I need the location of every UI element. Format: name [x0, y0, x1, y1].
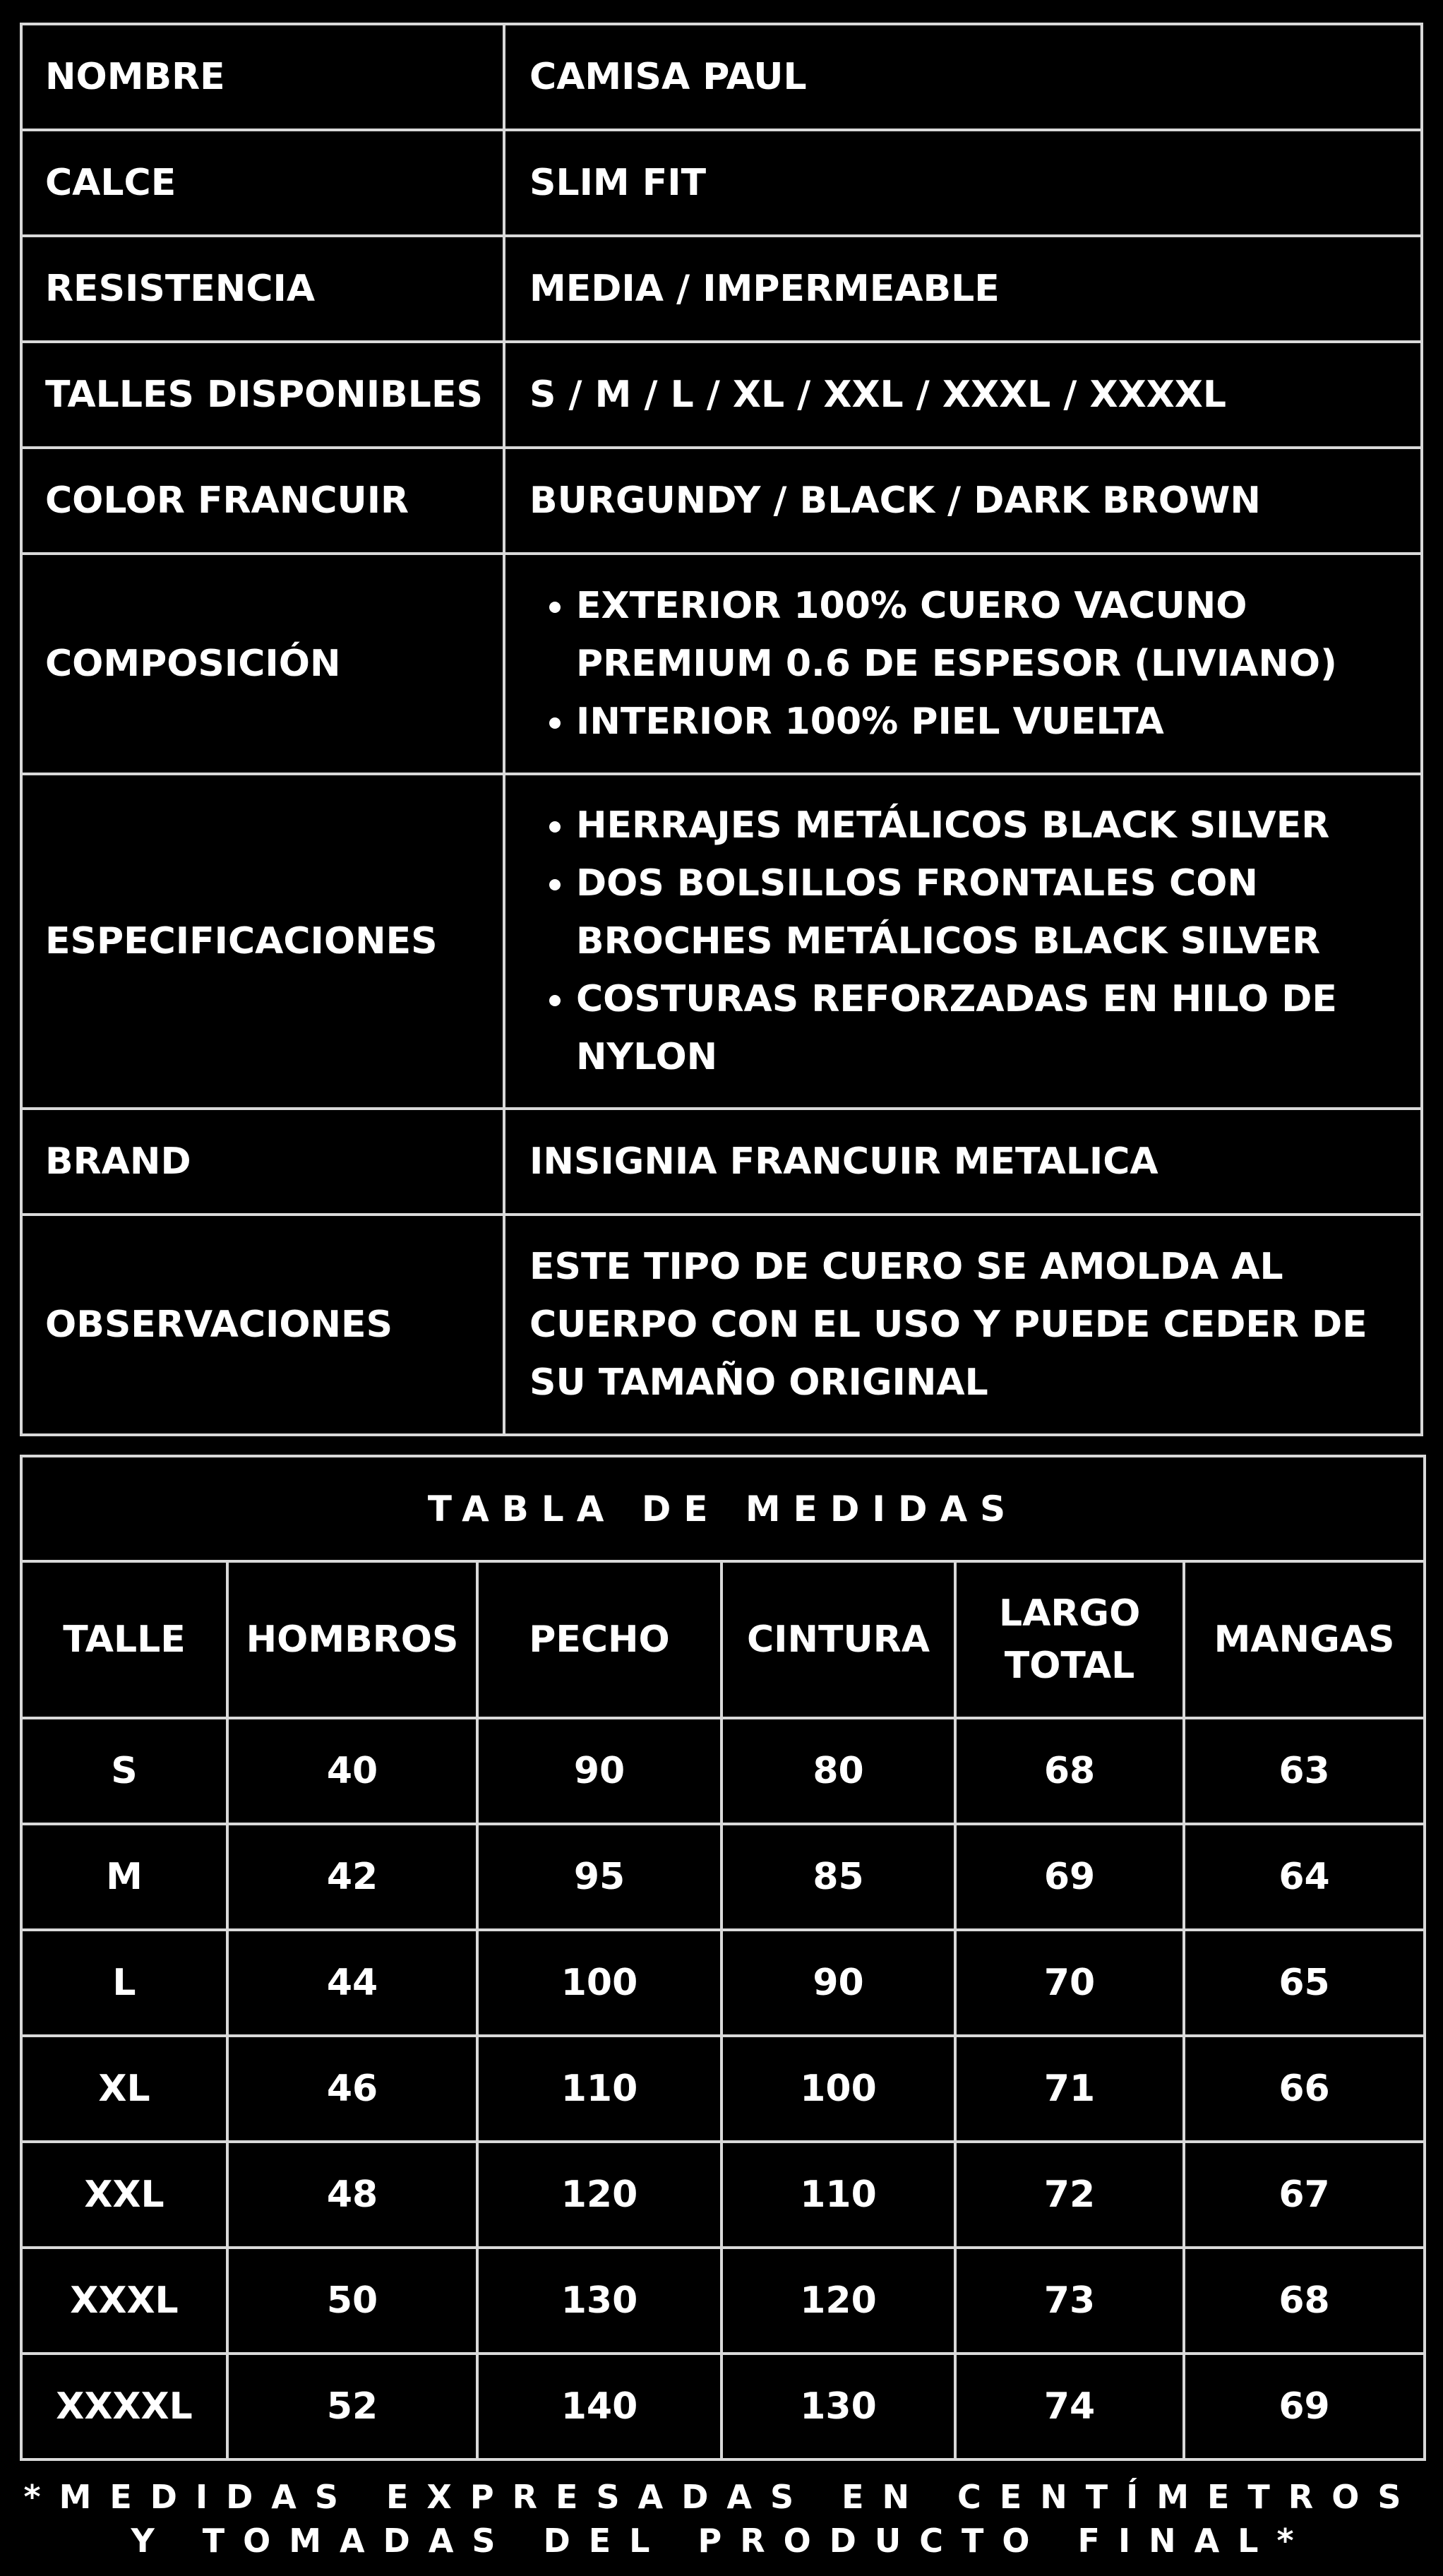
table-cell: XXL [21, 2142, 227, 2248]
table-cell: 140 [477, 2354, 722, 2459]
table-cell: 46 [227, 2036, 477, 2142]
measurement-footnote: *MEDIDAS EXPRESADAS EN CENTÍMETROS Y TOMADAS DEL PRODUCTO FINAL* [23, 2478, 1420, 2560]
size-chart-table [20, 1455, 1426, 2461]
table-row [21, 2354, 1425, 2459]
composition-list [505, 577, 1399, 751]
table-cell: 69 [955, 1824, 1184, 1930]
table-cell: 120 [722, 2248, 955, 2354]
list-item: • DOS BOLSILLOS FRONTALES CON BROCHES METÁLICOS BLACK SILVER [576, 854, 1399, 970]
table-cell: 63 [1184, 1718, 1425, 1824]
table-cell: 100 [477, 1930, 722, 2036]
spec-row-talles [21, 342, 1422, 448]
spec-label: NOMBRE [21, 24, 504, 130]
table-cell: 70 [955, 1930, 1184, 2036]
spec-row-resistencia [21, 236, 1422, 342]
spec-label: ESPECIFICACIONES [21, 774, 504, 1109]
spec-value [504, 554, 1422, 774]
table-cell: 71 [955, 2036, 1184, 2142]
table-cell: 42 [227, 1824, 477, 1930]
table-cell: 44 [227, 1930, 477, 2036]
table-cell: 95 [477, 1824, 722, 1930]
table-cell: XXXXL [21, 2354, 227, 2459]
column-header: TALLE [21, 1561, 227, 1718]
table-cell: L [21, 1930, 227, 2036]
column-header: PECHO [477, 1561, 722, 1718]
table-cell: 80 [722, 1718, 955, 1824]
table-row [21, 2248, 1425, 2354]
table-cell: 90 [722, 1930, 955, 2036]
spec-row-brand [21, 1109, 1422, 1215]
spec-row-especificaciones [21, 774, 1422, 1109]
spec-row-observaciones [21, 1215, 1422, 1435]
list-item: • HERRAJES METÁLICOS BLACK SILVER [576, 797, 1399, 854]
table-cell: S [21, 1718, 227, 1824]
spec-row-color [21, 448, 1422, 554]
spec-row-calce [21, 130, 1422, 236]
column-header: CINTURA [722, 1561, 955, 1718]
table-row [21, 2142, 1425, 2248]
table-cell: 100 [722, 2036, 955, 2142]
table-cell: 65 [1184, 1930, 1425, 2036]
table-cell: 69 [1184, 2354, 1425, 2459]
spec-value [504, 774, 1422, 1109]
table-cell: 110 [722, 2142, 955, 2248]
size-chart-title-row [21, 1456, 1425, 1561]
spec-label: OBSERVACIONES [21, 1215, 504, 1435]
spec-row-nombre [21, 24, 1422, 130]
table-cell: 64 [1184, 1824, 1425, 1930]
table-row [21, 2036, 1425, 2142]
table-cell: XXXL [21, 2248, 227, 2354]
table-cell: 52 [227, 2354, 477, 2459]
table-cell: XL [21, 2036, 227, 2142]
table-row [21, 1930, 1425, 2036]
table-cell: 130 [722, 2354, 955, 2459]
column-header: LARGO TOTAL [955, 1561, 1184, 1718]
table-cell: 68 [1184, 2248, 1425, 2354]
list-item: • INTERIOR 100% PIEL VUELTA [576, 693, 1399, 751]
spec-value: ESTE TIPO DE CUERO SE AMOLDA AL CUERPO CON EL USO Y PUEDE CEDER DE SU TAMAÑO ORIGINAL [504, 1215, 1422, 1435]
spec-value: S / M / L / XL / XXL / XXXL / XXXXL [504, 342, 1422, 448]
spec-label: CALCE [21, 130, 504, 236]
table-cell: M [21, 1824, 227, 1930]
table-cell: 120 [477, 2142, 722, 2248]
table-row [21, 1718, 1425, 1824]
table-cell: 85 [722, 1824, 955, 1930]
spec-label: BRAND [21, 1109, 504, 1215]
spec-value: BURGUNDY / BLACK / DARK BROWN [504, 448, 1422, 554]
table-cell: 130 [477, 2248, 722, 2354]
column-header: MANGAS [1184, 1561, 1425, 1718]
spec-label: TALLES DISPONIBLES [21, 342, 504, 448]
table-cell: 90 [477, 1718, 722, 1824]
size-chart-title: TABLA DE MEDIDAS [21, 1456, 1425, 1561]
table-cell: 66 [1184, 2036, 1425, 2142]
spec-label: COMPOSICIÓN [21, 554, 504, 774]
column-header: HOMBROS [227, 1561, 477, 1718]
table-cell: 73 [955, 2248, 1184, 2354]
list-item: • COSTURAS REFORZADAS EN HILO DE NYLON [576, 970, 1399, 1086]
spec-value: CAMISA PAUL [504, 24, 1422, 130]
table-cell: 67 [1184, 2142, 1425, 2248]
spec-row-composicion [21, 554, 1422, 774]
spec-value: INSIGNIA FRANCUIR METALICA [504, 1109, 1422, 1215]
spec-label: RESISTENCIA [21, 236, 504, 342]
table-row [21, 1824, 1425, 1930]
product-spec-table [20, 23, 1423, 1436]
table-cell: 74 [955, 2354, 1184, 2459]
table-cell: 40 [227, 1718, 477, 1824]
specifications-list [505, 797, 1399, 1086]
table-cell: 110 [477, 2036, 722, 2142]
spec-label: COLOR FRANCUIR [21, 448, 504, 554]
table-cell: 48 [227, 2142, 477, 2248]
spec-value: MEDIA / IMPERMEABLE [504, 236, 1422, 342]
list-item: • EXTERIOR 100% CUERO VACUNO PREMIUM 0.6 DE ESPESOR (LIVIANO) [576, 577, 1399, 693]
table-cell: 50 [227, 2248, 477, 2354]
table-cell: 72 [955, 2142, 1184, 2248]
spec-value: SLIM FIT [504, 130, 1422, 236]
table-cell: 68 [955, 1718, 1184, 1824]
size-chart-header-row [21, 1561, 1425, 1718]
